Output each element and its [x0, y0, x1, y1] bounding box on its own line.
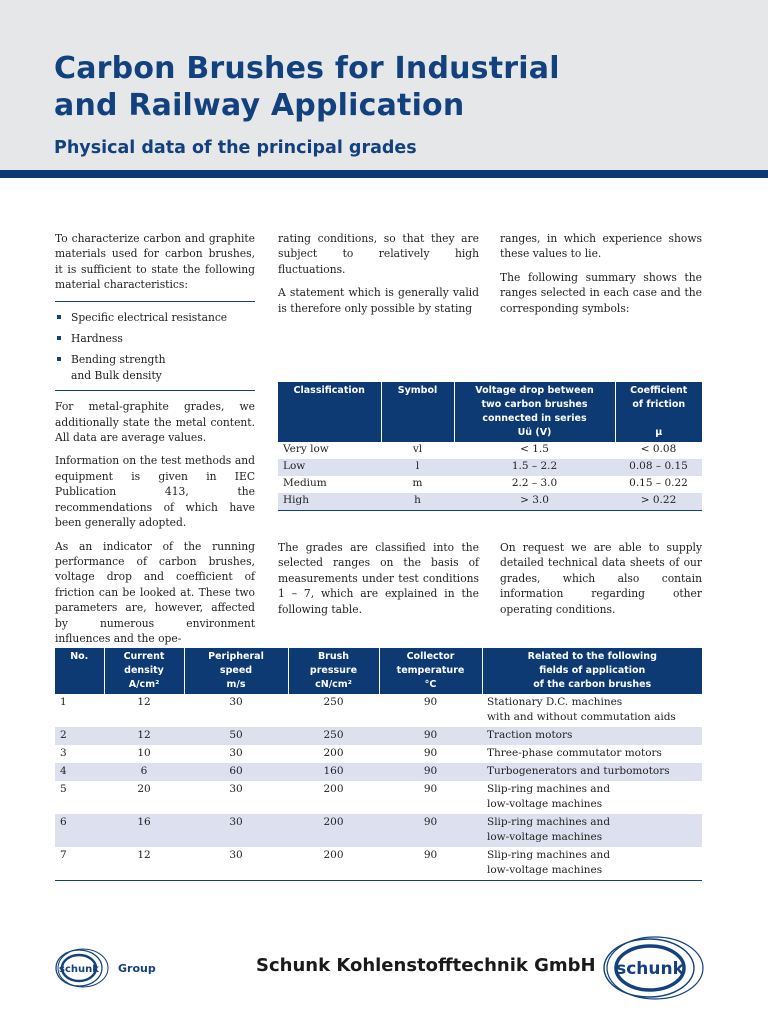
cell-current: 6	[104, 763, 184, 781]
grades-paragraph: The grades are classified into the selected ranges on the basis of measurements under test conditions 1 – 7, which are explained in the following table.	[278, 541, 479, 616]
cell-field: Slip-ring machines and low-voltage machines	[487, 783, 611, 810]
group-label: Group	[118, 962, 156, 975]
table-header-row	[278, 382, 702, 442]
col-friction: Coefficient of friction µ	[615, 382, 702, 442]
cell-no: 4	[55, 763, 104, 781]
cell-current: 10	[137, 747, 151, 759]
cell-pressure: 200	[288, 847, 379, 881]
table-row	[55, 847, 702, 881]
cell-no: 5	[60, 783, 67, 795]
cell-no: 1	[60, 696, 67, 708]
cell-friction: 0.08 – 0.15	[615, 459, 702, 476]
cell-temp: 90	[423, 747, 438, 759]
schunk-group-logo-icon	[54, 947, 112, 989]
table-row	[55, 745, 702, 763]
divider	[55, 301, 255, 302]
test-methods-paragraph: Information on the test methods and equipment is given in IEC Publication 413, the recommendations of which have been generally adopted.	[55, 454, 255, 530]
metal-content-paragraph: For metal-graphite grades, we additionally state the metal content. All data are average values.	[55, 400, 255, 445]
cell-temp: 90	[379, 814, 482, 847]
schunk-logo-icon	[600, 935, 706, 1001]
cell-no: 2	[55, 727, 104, 745]
cell-field: Slip-ring machines and low-voltage machines	[482, 814, 702, 847]
table-row	[278, 493, 702, 510]
cell-friction: < 0.08	[640, 443, 677, 455]
cell-no: 6	[55, 814, 104, 847]
cell-speed: 60	[184, 763, 288, 781]
col-no: No.	[55, 648, 104, 694]
cell-pressure: 200	[323, 783, 344, 795]
cell-temp: 90	[379, 847, 482, 881]
indicator-paragraph: As an indicator of the running performance of carbon brushes, voltage drop and coefficient of friction can be looked at. These two parameters are, however, affected by numerous environment influences and the ope-	[55, 539, 255, 645]
col-collector-temperature: Collector temperature °C	[379, 648, 482, 694]
col-classification: Classification	[278, 382, 381, 442]
col-fields-of-application: Related to the following fields of application of the carbon brushes	[482, 648, 702, 694]
classification-table	[278, 382, 702, 511]
cell-field: Stationary D.C. machines with and without commutation aids	[487, 696, 676, 723]
col-voltage-drop: Voltage drop between two carbon brushes connected in series Uü (V)	[454, 382, 615, 442]
table-row	[55, 781, 702, 814]
cell-temp: 90	[379, 763, 482, 781]
cell-classification: Very low	[283, 443, 329, 455]
list-item: Hardness	[55, 331, 255, 346]
cell-current: 16	[104, 814, 184, 847]
cell-symbol: m	[412, 477, 423, 489]
cell-no: 3	[60, 747, 67, 759]
intro-paragraph: To characterize carbon and graphite materials used for carbon brushes, it is sufficient to state the following material characteristics:	[55, 232, 255, 292]
cell-field: Turbogenerators and turbomotors	[482, 763, 702, 781]
characteristics-list	[55, 310, 255, 384]
cell-current: 12	[104, 847, 184, 881]
intro-column-2	[278, 231, 479, 324]
summary-paragraph: The following summary shows the ranges selected in each case and the corresponding symbols:	[500, 270, 702, 315]
cell-symbol: h	[381, 493, 454, 510]
list-item: Specific electrical resistance	[55, 310, 255, 325]
intro-column-3	[500, 231, 702, 324]
cell-current: 12	[137, 696, 151, 708]
cell-voltage: < 1.5	[520, 443, 549, 455]
cell-friction: > 0.22	[615, 493, 702, 510]
cell-pressure: 250	[288, 727, 379, 745]
test-conditions-table	[55, 648, 702, 881]
grades-column-3	[500, 540, 702, 625]
title-line-1: Carbon Brushes for Industrial	[54, 51, 560, 86]
page-title	[54, 50, 734, 124]
svg-text:schunk: schunk	[616, 959, 684, 979]
cell-classification: High	[278, 493, 381, 510]
table-row	[55, 727, 702, 745]
cell-friction: 0.15 – 0.22	[629, 477, 688, 489]
statement-paragraph: A statement which is generally valid is therefore only possible by stating	[278, 286, 479, 315]
col-current-density: Current density A/cm²	[104, 648, 184, 694]
cell-temp: 90	[423, 783, 438, 795]
cell-pressure: 250	[323, 696, 344, 708]
cell-temp: 90	[379, 727, 482, 745]
cell-classification: Medium	[283, 477, 327, 489]
cell-symbol: vl	[412, 443, 423, 455]
title-line-2: and Railway Application	[54, 88, 465, 123]
grades-column-2	[278, 540, 479, 625]
cell-voltage: 1.5 – 2.2	[454, 459, 615, 476]
table-row	[278, 459, 702, 476]
page-subtitle: Physical data of the principal grades	[54, 138, 417, 158]
company-name: Schunk Kohlenstofftechnik GmbH	[256, 955, 596, 976]
cell-pressure: 200	[323, 747, 344, 759]
cell-no: 7	[55, 847, 104, 881]
col-symbol: Symbol	[381, 382, 454, 442]
table-row	[55, 694, 702, 727]
cell-speed: 30	[184, 847, 288, 881]
header-divider	[0, 170, 768, 178]
cell-symbol: l	[381, 459, 454, 476]
cell-voltage: 2.2 – 3.0	[511, 477, 558, 489]
cell-speed: 50	[184, 727, 288, 745]
svg-text:schunk: schunk	[59, 964, 99, 975]
cell-speed: 30	[229, 747, 243, 759]
cell-voltage: > 3.0	[454, 493, 615, 510]
intro-column-1	[55, 231, 255, 654]
cell-speed: 30	[229, 696, 243, 708]
cell-classification: Low	[278, 459, 381, 476]
cell-speed: 30	[229, 783, 243, 795]
cell-temp: 90	[423, 696, 438, 708]
cell-field: Traction motors	[482, 727, 702, 745]
cell-field: Slip-ring machines and low-voltage machines	[482, 847, 702, 881]
cell-speed: 30	[184, 814, 288, 847]
divider	[55, 390, 255, 391]
table-row	[278, 442, 702, 459]
col-peripheral-speed: Peripheral speed m/s	[184, 648, 288, 694]
list-item: Bending strength and Bulk density	[55, 352, 255, 383]
col-brush-pressure: Brush pressure cN/cm²	[288, 648, 379, 694]
table-row	[55, 763, 702, 781]
cell-pressure: 160	[288, 763, 379, 781]
cell-field: Three-phase commutator motors	[487, 747, 662, 759]
cell-current: 12	[104, 727, 184, 745]
data-sheets-paragraph: On request we are able to supply detailed technical data sheets of our grades, which also contain information regarding other operating conditions.	[500, 541, 702, 616]
table-row	[278, 476, 702, 493]
ranges-paragraph: ranges, in which experience shows these values to lie.	[500, 232, 702, 261]
table-row	[55, 814, 702, 847]
operating-conditions-paragraph: rating conditions, so that they are subject to relatively high fluctuations.	[278, 232, 479, 276]
table-header-row	[55, 648, 702, 694]
cell-current: 20	[137, 783, 151, 795]
cell-pressure: 200	[288, 814, 379, 847]
